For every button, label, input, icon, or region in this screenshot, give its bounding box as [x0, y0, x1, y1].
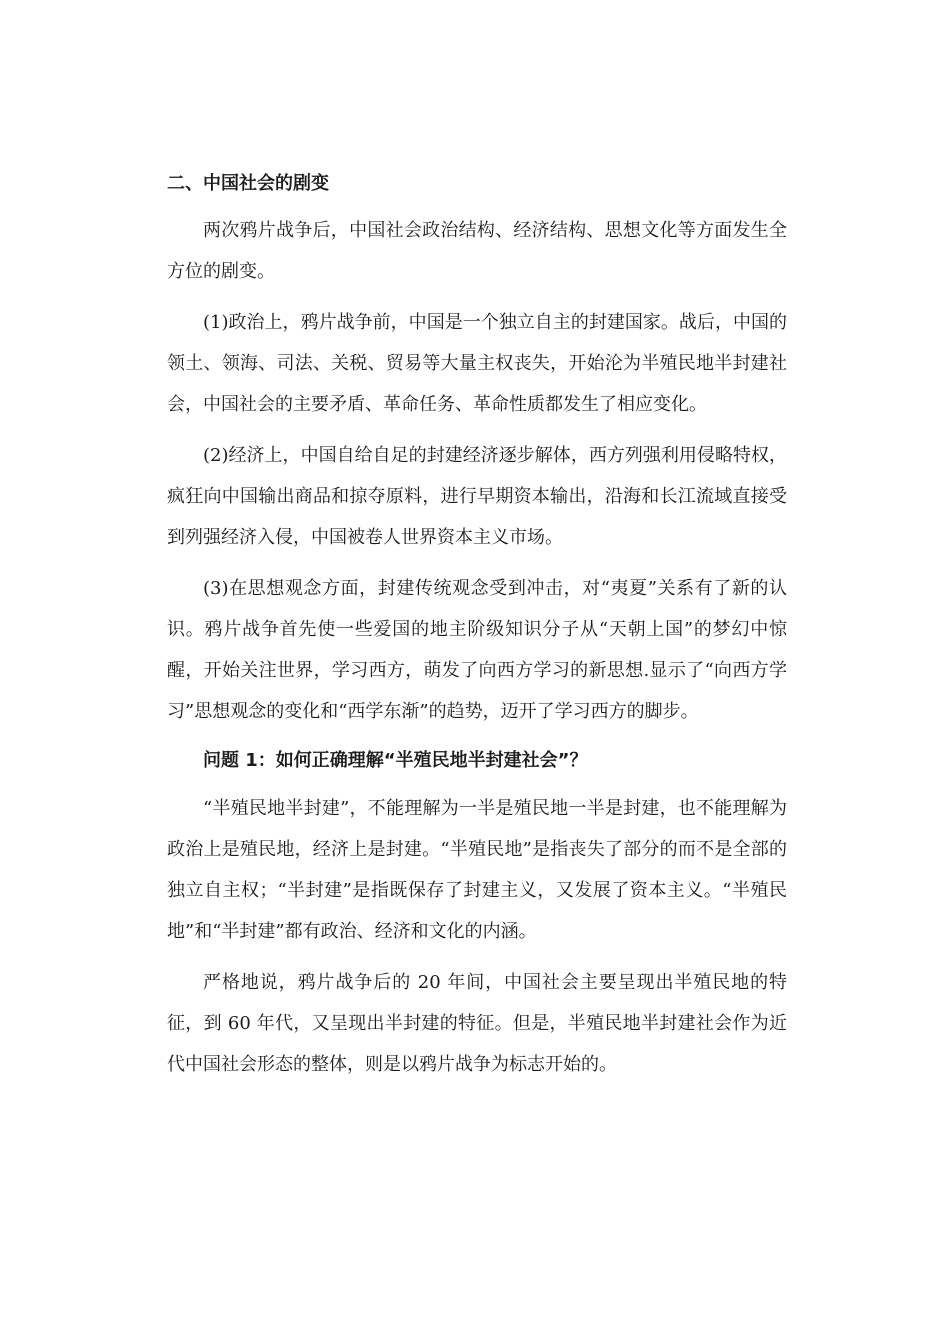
- intro-paragraph: 两次鸦片战争后，中国社会政治结构、经济结构、思想文化等方面发生全方位的剧变。: [167, 220, 787, 282]
- political-paragraph: (1)政治上，鸦片战争前，中国是一个独立自主的封建国家。战后，中国的领土、领海、司法、关税、贸易等大量主权丧失，开始沦为半殖民地半封建社会，中国社会的主要矛盾、革命任务、革命性质都发生了相应变化。: [167, 312, 787, 415]
- economic-paragraph: (2)经济上，中国自给自足的封建经济逐步解体，西方列强利用侵略特权，疯狂向中国输出商品和掠夺原料，进行早期资本输出，沿海和长江流域直接受到列强经济入侵，中国被卷人世界资本主义市场。: [167, 445, 787, 548]
- section-heading: 二、中国社会的剧变: [167, 173, 329, 194]
- question-heading: 问题 1：如何正确理解“半殖民地半封建社会”？: [203, 750, 588, 771]
- ideology-paragraph: (3)在思想观念方面，封建传统观念受到冲击，对“夷夏”关系有了新的认识。鸦片战争首先使一些爱国的地主阶级知识分子从“天朝上国”的梦幻中惊醒，开始关注世界，学习西方，萌发了向西方学习的新思想.显示了“向西方学习”思想观念的变化和“西学东渐”的趋势，迈开了学习西方的脚步。: [167, 578, 787, 722]
- document-body: [167, 168, 787, 1095]
- answer-paragraph: “半殖民地半封建”，不能理解为一半是殖民地一半是封建，也不能理解为政治上是殖民地，经济上是封建。“半殖民地”是指丧失了部分的而不是全部的独立自主权；“半封建”是指既保存了封建主义，又发展了资本主义。“半殖民地”和“半封建”都有政治、经济和文化的内涵。: [167, 798, 787, 942]
- answer-paragraph: 严格地说，鸦片战争后的 20 年间，中国社会主要呈现出半殖民地的特征，到 60 年代，又呈现出半封建的特征。但是，半殖民地半封建社会作为近代中国社会形态的整体，则是以鸦片战争为标志开始的。: [167, 972, 787, 1075]
